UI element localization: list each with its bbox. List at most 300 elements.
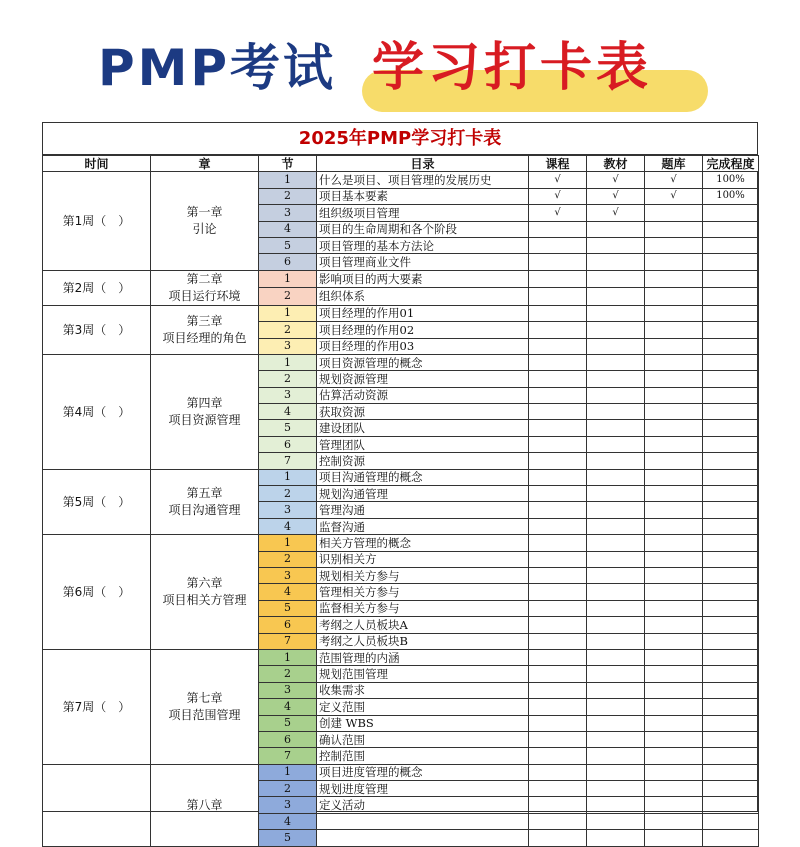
textbook-check: √ <box>587 205 645 221</box>
completion-percent <box>703 797 759 813</box>
section-title: 控制资源 <box>317 453 529 469</box>
section-number: 4 <box>259 221 317 237</box>
completion-percent <box>703 584 759 600</box>
section-title: 考纲之人员板块B <box>317 633 529 649</box>
completion-percent <box>703 371 759 387</box>
course-check <box>529 633 587 649</box>
study-sheet <box>42 122 758 844</box>
textbook-check <box>587 338 645 354</box>
table-row <box>43 270 759 288</box>
table-row <box>43 535 759 551</box>
course-check <box>529 469 587 485</box>
section-title: 组织级项目管理 <box>317 205 529 221</box>
question-bank-check <box>645 288 703 306</box>
section-number: 3 <box>259 502 317 518</box>
section-number: 1 <box>259 270 317 288</box>
page-headline <box>0 36 800 116</box>
header-time: 时间 <box>43 156 151 172</box>
course-check <box>529 584 587 600</box>
chapter-cell <box>151 649 259 764</box>
section-title: 项目经理的作用01 <box>317 305 529 321</box>
section-title: 收集需求 <box>317 682 529 698</box>
header-chapter: 章 <box>151 156 259 172</box>
question-bank-check <box>645 682 703 698</box>
section-title: 创建 WBS <box>317 715 529 731</box>
question-bank-check <box>645 404 703 420</box>
completion-percent <box>703 518 759 534</box>
question-bank-check <box>645 633 703 649</box>
section-title: 规划沟通管理 <box>317 486 529 502</box>
question-bank-check <box>645 813 703 829</box>
section-title: 项目经理的作用03 <box>317 338 529 354</box>
week-cell: 第7周（ ） <box>43 649 151 764</box>
week-cell: 第6周（ ） <box>43 535 151 650</box>
completion-percent: 100% <box>703 188 759 204</box>
textbook-check <box>587 420 645 436</box>
question-bank-check <box>645 420 703 436</box>
textbook-check <box>587 436 645 452</box>
question-bank-check <box>645 600 703 616</box>
section-title: 项目管理的基本方法论 <box>317 237 529 253</box>
textbook-check <box>587 270 645 288</box>
course-check <box>529 237 587 253</box>
completion-percent <box>703 305 759 321</box>
table-row <box>43 172 759 188</box>
completion-percent <box>703 748 759 764</box>
section-title: 考纲之人员板块A <box>317 617 529 633</box>
question-bank-check <box>645 237 703 253</box>
course-check <box>529 404 587 420</box>
header-course: 课程 <box>529 156 587 172</box>
section-title: 项目经理的作用02 <box>317 322 529 338</box>
completion-percent <box>703 469 759 485</box>
completion-percent <box>703 254 759 270</box>
course-check <box>529 288 587 306</box>
section-title: 管理相关方参与 <box>317 584 529 600</box>
question-bank-check <box>645 322 703 338</box>
question-bank-check <box>645 254 703 270</box>
question-bank-check <box>645 830 703 846</box>
course-check <box>529 371 587 387</box>
completion-percent <box>703 270 759 288</box>
course-check <box>529 617 587 633</box>
textbook-check <box>587 813 645 829</box>
textbook-check <box>587 288 645 306</box>
chapter-cell <box>151 270 259 305</box>
table-row <box>43 469 759 485</box>
table-row <box>43 764 759 780</box>
course-check <box>529 551 587 567</box>
section-number: 2 <box>259 322 317 338</box>
question-bank-check <box>645 371 703 387</box>
section-title: 规划进度管理 <box>317 781 529 797</box>
completion-percent <box>703 682 759 698</box>
section-title: 估算活动资源 <box>317 387 529 403</box>
course-check <box>529 420 587 436</box>
question-bank-check <box>645 551 703 567</box>
chapter-number: 第五章 <box>186 485 223 500</box>
chapter-name: 项目范围管理 <box>168 707 241 722</box>
chapter-number: 第六章 <box>186 576 223 591</box>
table-row <box>43 354 759 370</box>
question-bank-check <box>645 731 703 747</box>
question-bank-check <box>645 649 703 665</box>
chapter-cell <box>151 354 259 469</box>
section-number: 3 <box>259 797 317 813</box>
textbook-check <box>587 797 645 813</box>
textbook-check <box>587 600 645 616</box>
section-number: 7 <box>259 748 317 764</box>
section-number: 4 <box>259 699 317 715</box>
course-check <box>529 518 587 534</box>
chapter-cell <box>151 764 259 846</box>
completion-percent <box>703 502 759 518</box>
section-number: 5 <box>259 830 317 846</box>
section-number: 1 <box>259 469 317 485</box>
section-number: 5 <box>259 420 317 436</box>
completion-percent <box>703 731 759 747</box>
course-check: √ <box>529 172 587 188</box>
chapter-cell <box>151 305 259 354</box>
section-title: 监督沟通 <box>317 518 529 534</box>
textbook-check <box>587 633 645 649</box>
textbook-check <box>587 764 645 780</box>
section-number: 3 <box>259 387 317 403</box>
section-title: 影响项目的两大要素 <box>317 270 529 288</box>
textbook-check <box>587 486 645 502</box>
course-check <box>529 387 587 403</box>
course-check <box>529 567 587 583</box>
textbook-check <box>587 731 645 747</box>
chapter-number: 第二章 <box>186 271 223 286</box>
section-number: 5 <box>259 715 317 731</box>
week-cell: 第2周（ ） <box>43 270 151 305</box>
chapter-name: 项目沟通管理 <box>168 502 241 517</box>
textbook-check <box>587 666 645 682</box>
question-bank-check <box>645 453 703 469</box>
question-bank-check <box>645 567 703 583</box>
chapter-cell <box>151 469 259 535</box>
course-check: √ <box>529 188 587 204</box>
textbook-check <box>587 715 645 731</box>
question-bank-check <box>645 518 703 534</box>
section-number: 1 <box>259 535 317 551</box>
section-number: 6 <box>259 254 317 270</box>
section-title: 确认范围 <box>317 731 529 747</box>
textbook-check <box>587 453 645 469</box>
chapter-number: 第三章 <box>186 313 223 328</box>
completion-percent <box>703 205 759 221</box>
completion-percent <box>703 288 759 306</box>
section-number: 2 <box>259 288 317 306</box>
textbook-check <box>587 237 645 253</box>
chapter-number: 第四章 <box>186 395 223 410</box>
completion-percent <box>703 666 759 682</box>
course-check <box>529 535 587 551</box>
section-title: 项目资源管理的概念 <box>317 354 529 370</box>
completion-percent <box>703 338 759 354</box>
section-number: 3 <box>259 567 317 583</box>
textbook-check <box>587 781 645 797</box>
section-number: 1 <box>259 764 317 780</box>
completion-percent <box>703 404 759 420</box>
course-check <box>529 748 587 764</box>
textbook-check <box>587 387 645 403</box>
course-check <box>529 322 587 338</box>
week-cell: 第4周（ ） <box>43 354 151 469</box>
header-completion: 完成程度 <box>703 156 759 172</box>
chapter-cell <box>151 172 259 270</box>
question-bank-check <box>645 338 703 354</box>
week-cell: 第1周（ ） <box>43 172 151 270</box>
question-bank-check <box>645 436 703 452</box>
chapter-name: 项目相关方管理 <box>162 593 247 608</box>
section-title: 建设团队 <box>317 420 529 436</box>
section-number: 7 <box>259 453 317 469</box>
table-row <box>43 305 759 321</box>
question-bank-check <box>645 387 703 403</box>
question-bank-check <box>645 486 703 502</box>
question-bank-check <box>645 748 703 764</box>
section-number: 6 <box>259 617 317 633</box>
completion-percent <box>703 633 759 649</box>
question-bank-check: √ <box>645 172 703 188</box>
section-title: 相关方管理的概念 <box>317 535 529 551</box>
completion-percent <box>703 322 759 338</box>
course-check <box>529 436 587 452</box>
week-cell: 第3周（ ） <box>43 305 151 354</box>
course-check <box>529 715 587 731</box>
question-bank-check <box>645 797 703 813</box>
textbook-check <box>587 682 645 698</box>
course-check <box>529 486 587 502</box>
course-check <box>529 699 587 715</box>
course-check <box>529 270 587 288</box>
course-check <box>529 830 587 846</box>
section-number: 1 <box>259 305 317 321</box>
question-bank-check <box>645 469 703 485</box>
question-bank-check <box>645 205 703 221</box>
chapter-number: 第一章 <box>186 205 223 220</box>
section-number: 7 <box>259 633 317 649</box>
textbook-check <box>587 551 645 567</box>
section-title: 管理沟通 <box>317 502 529 518</box>
headline-right: 学习打卡表 <box>372 38 653 98</box>
textbook-check <box>587 221 645 237</box>
section-number: 5 <box>259 237 317 253</box>
textbook-check <box>587 584 645 600</box>
header-question-bank: 题库 <box>645 156 703 172</box>
section-number: 2 <box>259 371 317 387</box>
section-number: 4 <box>259 813 317 829</box>
question-bank-check <box>645 781 703 797</box>
question-bank-check <box>645 666 703 682</box>
section-title: 项目沟通管理的概念 <box>317 469 529 485</box>
header-section: 节 <box>259 156 317 172</box>
completion-percent <box>703 221 759 237</box>
textbook-check <box>587 535 645 551</box>
completion-percent <box>703 649 759 665</box>
textbook-check: √ <box>587 172 645 188</box>
completion-percent <box>703 453 759 469</box>
section-number: 2 <box>259 666 317 682</box>
chapter-cell <box>151 535 259 650</box>
textbook-check <box>587 748 645 764</box>
course-check <box>529 221 587 237</box>
checkin-table <box>42 155 759 847</box>
completion-percent <box>703 486 759 502</box>
section-number: 1 <box>259 354 317 370</box>
section-number: 3 <box>259 205 317 221</box>
textbook-check <box>587 254 645 270</box>
course-check <box>529 600 587 616</box>
course-check <box>529 254 587 270</box>
section-title: 什么是项目、项目管理的发展历史 <box>317 172 529 188</box>
course-check <box>529 682 587 698</box>
question-bank-check <box>645 502 703 518</box>
chapter-name: 项目运行环境 <box>168 288 241 303</box>
completion-percent <box>703 387 759 403</box>
textbook-check <box>587 322 645 338</box>
section-title: 定义范围 <box>317 699 529 715</box>
section-title: 项目基本要素 <box>317 188 529 204</box>
chapter-name: 项目经理的角色 <box>162 330 247 345</box>
course-check <box>529 731 587 747</box>
week-cell <box>43 764 151 846</box>
section-number: 2 <box>259 188 317 204</box>
section-title: 控制范围 <box>317 748 529 764</box>
textbook-check <box>587 518 645 534</box>
section-number: 4 <box>259 404 317 420</box>
section-number: 5 <box>259 600 317 616</box>
completion-percent <box>703 830 759 846</box>
course-check <box>529 338 587 354</box>
section-title: 项目管理商业文件 <box>317 254 529 270</box>
course-check <box>529 797 587 813</box>
section-title: 获取资源 <box>317 404 529 420</box>
section-title: 组织体系 <box>317 288 529 306</box>
week-cell: 第5周（ ） <box>43 469 151 535</box>
textbook-check <box>587 830 645 846</box>
completion-percent <box>703 436 759 452</box>
section-title: 管理团队 <box>317 436 529 452</box>
chapter-name: 引论 <box>192 222 217 237</box>
course-check <box>529 453 587 469</box>
completion-percent <box>703 567 759 583</box>
textbook-check <box>587 469 645 485</box>
course-check: √ <box>529 205 587 221</box>
question-bank-check <box>645 305 703 321</box>
table-row <box>43 649 759 665</box>
completion-percent <box>703 237 759 253</box>
textbook-check <box>587 649 645 665</box>
sheet-title: 2025年PMP学习打卡表 <box>43 123 757 155</box>
section-number: 4 <box>259 518 317 534</box>
completion-percent <box>703 551 759 567</box>
section-number: 2 <box>259 551 317 567</box>
section-title: 定义活动 <box>317 797 529 813</box>
section-number: 2 <box>259 486 317 502</box>
section-title: 项目的生命周期和各个阶段 <box>317 221 529 237</box>
completion-percent <box>703 781 759 797</box>
course-check <box>529 649 587 665</box>
table-body <box>43 172 759 846</box>
section-title: 规划相关方参与 <box>317 567 529 583</box>
header-contents: 目录 <box>317 156 529 172</box>
question-bank-check <box>645 715 703 731</box>
question-bank-check <box>645 699 703 715</box>
section-number: 6 <box>259 731 317 747</box>
textbook-check <box>587 699 645 715</box>
course-check <box>529 305 587 321</box>
section-title <box>317 830 529 846</box>
textbook-check <box>587 305 645 321</box>
section-number: 2 <box>259 781 317 797</box>
section-title: 规划资源管理 <box>317 371 529 387</box>
section-number: 1 <box>259 172 317 188</box>
chapter-number: 第八章 <box>186 797 223 812</box>
question-bank-check <box>645 535 703 551</box>
section-title: 规划范围管理 <box>317 666 529 682</box>
headline-left: PMP考试 <box>98 39 337 97</box>
course-check <box>529 781 587 797</box>
course-check <box>529 354 587 370</box>
section-title: 监督相关方参与 <box>317 600 529 616</box>
chapter-name: 项目资源管理 <box>168 412 241 427</box>
section-number: 4 <box>259 584 317 600</box>
completion-percent <box>703 813 759 829</box>
question-bank-check: √ <box>645 188 703 204</box>
completion-percent <box>703 600 759 616</box>
section-number: 3 <box>259 682 317 698</box>
course-check <box>529 502 587 518</box>
completion-percent: 100% <box>703 172 759 188</box>
section-title: 识别相关方 <box>317 551 529 567</box>
completion-percent <box>703 420 759 436</box>
completion-percent <box>703 535 759 551</box>
section-number: 3 <box>259 338 317 354</box>
textbook-check <box>587 617 645 633</box>
completion-percent <box>703 354 759 370</box>
textbook-check: √ <box>587 188 645 204</box>
completion-percent <box>703 715 759 731</box>
textbook-check <box>587 502 645 518</box>
textbook-check <box>587 404 645 420</box>
completion-percent <box>703 617 759 633</box>
question-bank-check <box>645 221 703 237</box>
textbook-check <box>587 354 645 370</box>
completion-percent <box>703 699 759 715</box>
question-bank-check <box>645 617 703 633</box>
section-title <box>317 813 529 829</box>
section-title: 范围管理的内涵 <box>317 649 529 665</box>
textbook-check <box>587 371 645 387</box>
course-check <box>529 666 587 682</box>
question-bank-check <box>645 764 703 780</box>
textbook-check <box>587 567 645 583</box>
chapter-number: 第七章 <box>186 690 223 705</box>
header-row <box>43 156 759 172</box>
header-textbook: 教材 <box>587 156 645 172</box>
question-bank-check <box>645 584 703 600</box>
section-title: 项目进度管理的概念 <box>317 764 529 780</box>
completion-percent <box>703 764 759 780</box>
question-bank-check <box>645 270 703 288</box>
section-number: 1 <box>259 649 317 665</box>
question-bank-check <box>645 354 703 370</box>
course-check <box>529 813 587 829</box>
section-number: 6 <box>259 436 317 452</box>
